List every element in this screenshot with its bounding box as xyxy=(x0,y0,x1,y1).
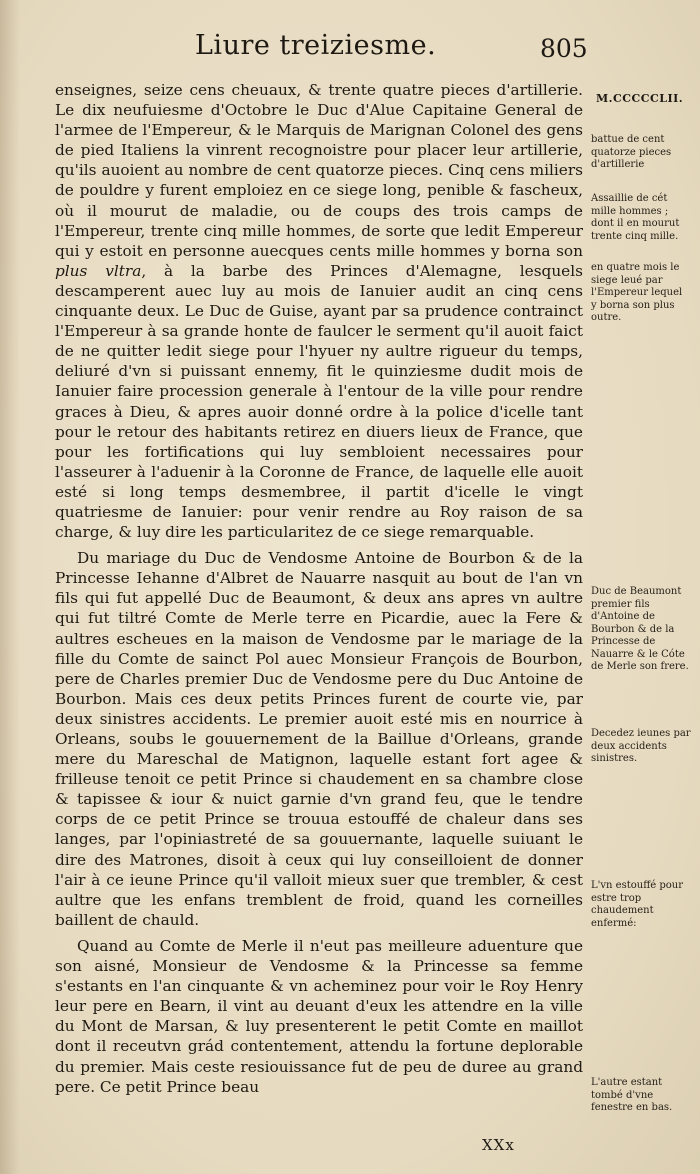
margin-note-siege-lifted: en quatre mois le siege leué par l'Empereur lequel y borna son plus outre. xyxy=(591,262,683,323)
paragraph-siege xyxy=(55,80,583,542)
paragraph-vendosme-marriage: Du mariage du Duc de Vendosme Antoine de Bourbon & de la Princesse Iehanne d'Albret de Nauarre nasquit au bout de l'an vn fils qui fut appellé Duc de Beaumont, & deux ans apres vn aultre qui fut tiltré Comte de Merle terre en Picardie, auec la Fere & aultres escheues en la maison de Vendosme par le mariage de la fille du Comte de sainct Pol auec Monsieur François de Bourbon, pere de Charles premier Duc de Vendosme pere du Duc Antoine de Bourbon. Mais ces deux petits Princes furent de courte vie, par deux sinistres accidents. Le premier auoit esté mis en nourrice à Orleans, soubs le gouuernement de la Baillue d'Orleans, grande mere du Mareschal de Matignon, laquelle estant fort agee & frilleuse tenoit ce petit Prince si chaudement en sa chambre close & tapissee & iour & nuict garnie d'vn grand feu, que le tendre corps de ce petit Prince se trouua estouffé de chaleur dans ses langes, par l'opiniastreté de sa gouuernante, laquelle suiuant le dire des Matrones, disoit à ceux qui luy conseilloient de donner l'air à ce ieune Prince qu'il valloit mieux suer que trembler, & cest aultre que les enfans tremblent de froid, quand les corneilles baillent de chauld. xyxy=(55,549,583,929)
margin-note-assault: Assaillie de cét mille hommes ; dont il en mourut trente cinq mille. xyxy=(591,193,680,242)
main-text-block xyxy=(55,80,583,1097)
running-title: Liure treiziesme. xyxy=(195,30,437,61)
margin-note-died-young: Decedez ieunes par deux accidents sinistres. xyxy=(591,728,691,764)
page-number: 805 xyxy=(540,34,588,63)
catchword-signature: XXx xyxy=(482,1136,515,1154)
paragraph-comte-de-merle: Quand au Comte de Merle il n'eut pas meilleure aduenture que son aisné, Monsieur de Vendosme & la Princesse sa femme s'estants en l'an cinquante & vn acheminez pour voir le Roy Henry leur pere en Bearn, il vint au deuant d'eux les attendre en la ville du Mont de Marsan, & luy presenterent le petit Comte en maillot dont il receutvn grád contentement, attendu la fortune deplorable du premier. Mais ceste resiouissance fut de peu de duree au grand pere. Ce petit Prince beau xyxy=(55,936,583,1096)
year-marginal-heading: M.CCCCCLII. xyxy=(596,92,684,105)
margin-note-artillery: battue de cent quatorze pieces d'artillerie xyxy=(591,134,672,170)
paragraph-siege-text-a: enseignes, seize cens cheuaux, & trente quatre pieces d'artillerie. Le dix neufuiesme d'Octobre le Duc d'Alue Capitaine General de l'armee de l'Empereur, & le Marquis de Marignan Colonel des gens de pied Italiens la vinrent recognoistre pour placer leur artillerie, qu'ils auoient au nombre de cent quatorze pieces. Cinq cens miliers de pouldre y furent emploiez en ce siege long, penible & fascheux, où il mourut de maladie, ou de coups des trois camps de l'Empereur, trente cinq mille hommes, de sorte que ledit Empereur qui y estoit en personne auecques cents mille hommes y borna son xyxy=(55,81,583,260)
margin-note-suffocated: L'vn estouffé pour estre trop chaudement enfermé: xyxy=(591,880,684,929)
page-gutter-shadow xyxy=(0,0,20,1174)
plus-ultra-phrase: plus vltra xyxy=(55,261,142,280)
paragraph-siege-text-b: , à la barbe des Princes d'Alemagne, lesquels descamperent auec luy au mois de Ianuier audit an cinq cens cinquante deux. Le Duc de Guise, ayant par sa prudence contrainct l'Empereur à sa grande honte de faulcer le serment qu'il auoit faict de ne quitter ledit siege pour l'hyuer ny aultre rigueur du temps, deliuré d'vn si puissant ennemy, fit le quinziesme dudit mois de Ianuier faire procession generale à l'entour de la ville pour rendre graces à Dieu, & apres auoir donné ordre à la police d'icelle tant pour le retour des habitants retirez en diuers lieux de France, que pour les fortifications qui luy sembloient necessaires pour l'asseurer à l'aduenir à la Coronne de France, de laquelle elle auoit esté si long temps desmembree, il partit d'icelle le vingt quatriesme de Ianuier: pour venir rendre au Roy raison de sa charge, & luy dire les particularitez de ce siege remarquable. xyxy=(55,261,583,542)
margin-note-fell-from-window: L'autre estant tombé d'vne fenestre en bas. xyxy=(591,1077,673,1113)
margin-note-duc-de-beaumont: Duc de Beaumont premier fils d'Antoine de Bourbon & de la Princesse de Nauarre & le Cóte de Merle son frere. xyxy=(591,586,689,672)
